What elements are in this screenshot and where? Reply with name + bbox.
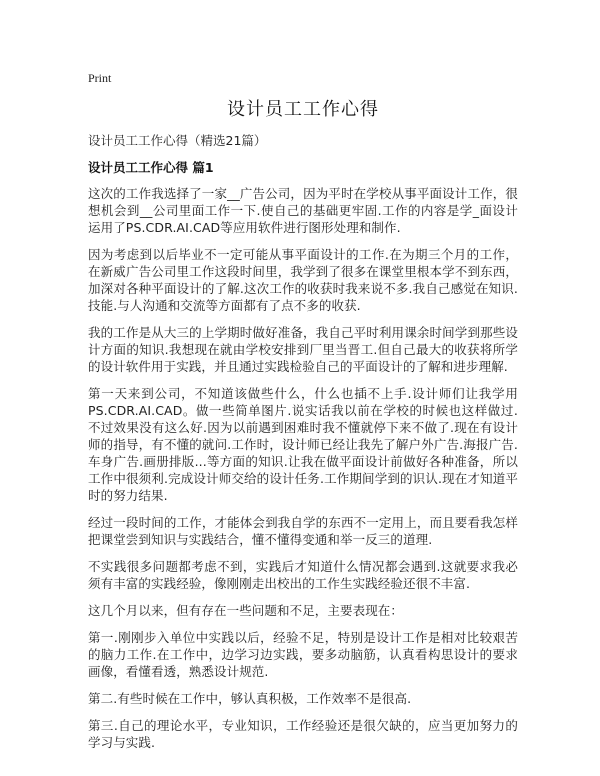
print-label: Print [88,71,112,85]
paragraph: 我的工作是从大三的上学期时做好准备，我自己平时利用课余时间学到那些设计方面的知识.我想现在就由学校安排到厂里当晋工.但自己最大的收获将所学的设计软件用于实践，并且通过实践检验自己的平面设计的了解和进步理解. [88,325,518,374]
document-title: 设计员工工作心得 [227,99,379,120]
paragraph: 第一天来到公司，不知道该做些什么，什么也插不上手.设计师们让我学用PS.CDR.AI.CAD。做一些简单图片.说实话我以前在学校的时候也这样做过.不过效果没有这么好.因为以前遇到困难时我不懂就停下来不做了.现在有设计师的指导，有不懂的就问.工作时，设计师已经让我先了解户外广告.海报广告.车身广告.画册排版...等方面的知识.让我在做平面设计前做好各种准备，所以工作中很须利.完成设计师交给的设计任务.工作期间学到的识认.现在才知道平时的努力结果. [88,386,518,503]
document-page [88,70,518,761]
document-subtitle: 设计员工工作心得（精选21篇） [88,133,267,148]
paragraph: 第二.有些时候在工作中，够认真积极，工作效率不是很高. [88,691,412,706]
paragraph: 这次的工作我选择了一家__广告公司，因为平时在学校从事平面设计工作，很想机会到__公司里面工作一下.使自己的基础更牢固.工作的内容是学_面设计运用了PS.CDR.AI.CAD等应用软件进行图形处理和制作. [88,186,518,235]
paragraph: 因为考虑到以后毕业不一定可能从事平面设计的工作.在为期三个月的工作，在新威广告公司里工作这段时间里，我学到了很多在课堂里根本学不到东西，加深对各种平面设计的了解.这次工作的收获时我来说不多.我自己感觉在知识.技能.与人沟通和交流等方面都有了点不多的收获. [88,247,518,313]
paragraph: 第一.刚刚步入单位中实践以后，经验不足，特别是设计工作是相对比较艰苦的脑力工作.在工作中，边学习边实践，要多动脑筋，认真看构思设计的要求画像，看懂看透，熟悉设计规范. [88,630,518,679]
paragraph: 经过一段时间的工作，才能体会到我自学的东西不一定用上，而且要看我怎样把课堂尝到知识与实践结合，懂不懂得变通和举一反三的道理. [88,515,518,547]
section-heading: 设计员工工作心得 篇1 [88,160,214,175]
paragraph: 这几个月以来，但有存在一些问题和不足，主要表现在： [88,603,404,618]
paragraph: 第三.自己的理论水平，专业知识，工作经验还是很欠缺的，应当更加努力的学习与实践. [88,718,518,750]
paragraph: 不实践很多问题都考虑不到，实践后才知道什么情况都会遇到.这就要求我必须有丰富的实践经验，像刚刚走出校出的工作生实践经验还很不丰富. [88,559,518,591]
